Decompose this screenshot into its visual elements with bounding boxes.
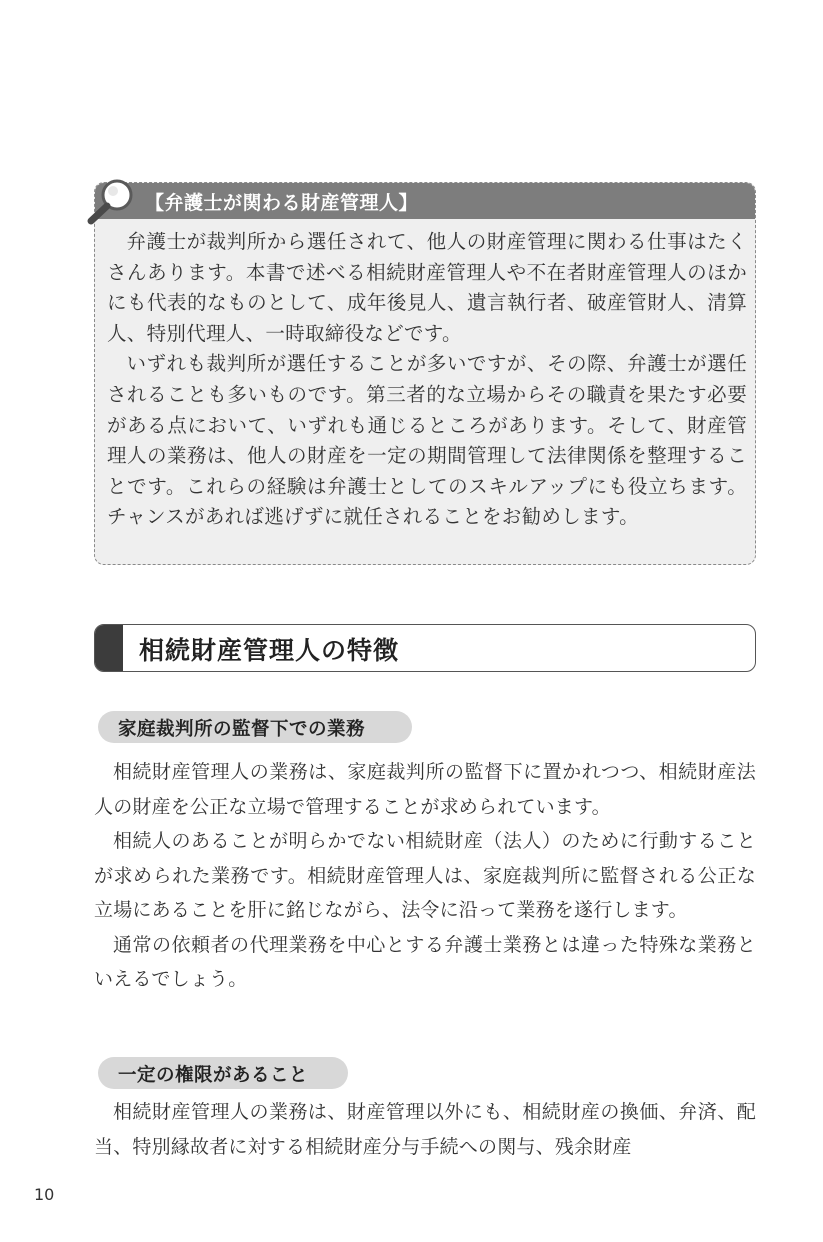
column-header xyxy=(95,183,755,219)
body-paragraph: 相続財産管理人の業務は、財産管理以外にも、相続財産の換価、弁済、配当、特別縁故者に対する相続財産分与手続への関与、残余財産 xyxy=(94,1101,756,1158)
section-heading xyxy=(94,624,756,672)
subsection-body xyxy=(94,755,756,997)
body-paragraph: 相続財産管理人の業務は、家庭裁判所の監督下に置かれつつ、相続財産法人の財産を公正な立場で管理することが求められています。 xyxy=(94,761,756,818)
column-body xyxy=(107,227,747,533)
column-box xyxy=(94,182,756,565)
column-paragraph: いずれも裁判所が選任することが多いですが、その際、弁護士が選任されることも多いものです。第三者的な立場からその職責を果たす必要がある点において、いずれも通じるところがあります。そして、財産管理人の業務は、他人の財産を一定の期間管理して法律関係を整理することです。これらの経験は弁護士としてのスキルアップにも役立ちます。チャンスがあれば逃げずに就任されることをお勧めします。 xyxy=(107,352,747,529)
section-title: 相続財産管理人の特徴 xyxy=(139,636,400,665)
column-title: 【弁護士が関わる財産管理人】 xyxy=(145,192,419,214)
subsection-heading: 一定の権限があること xyxy=(98,1057,348,1089)
page-number: 10 xyxy=(34,1185,55,1204)
column-paragraph: 弁護士が裁判所から選任されて、他人の財産管理に関わる仕事はたくさんあります。本書で述べる相続財産管理人や不在者財産管理人のほかにも代表的なものとして、成年後見人、遺言執行者、破産管財人、清算人、特別代理人、一時取締役などです。 xyxy=(107,230,747,345)
magnifier-icon xyxy=(83,175,141,227)
section-heading-tab xyxy=(95,625,123,671)
body-paragraph: 通常の依頼者の代理業務を中心とする弁護士業務とは違った特殊な業務といえるでしょう。 xyxy=(94,933,756,990)
subsection-body xyxy=(94,1095,756,1164)
subsection-heading: 家庭裁判所の監督下での業務 xyxy=(98,711,412,743)
body-paragraph: 相続人のあることが明らかでない相続財産（法人）のために行動することが求められた業務です。相続財産管理人は、家庭裁判所に監督される公正な立場にあることを肝に銘じながら、法令に沿って業務を遂行します。 xyxy=(94,830,756,921)
